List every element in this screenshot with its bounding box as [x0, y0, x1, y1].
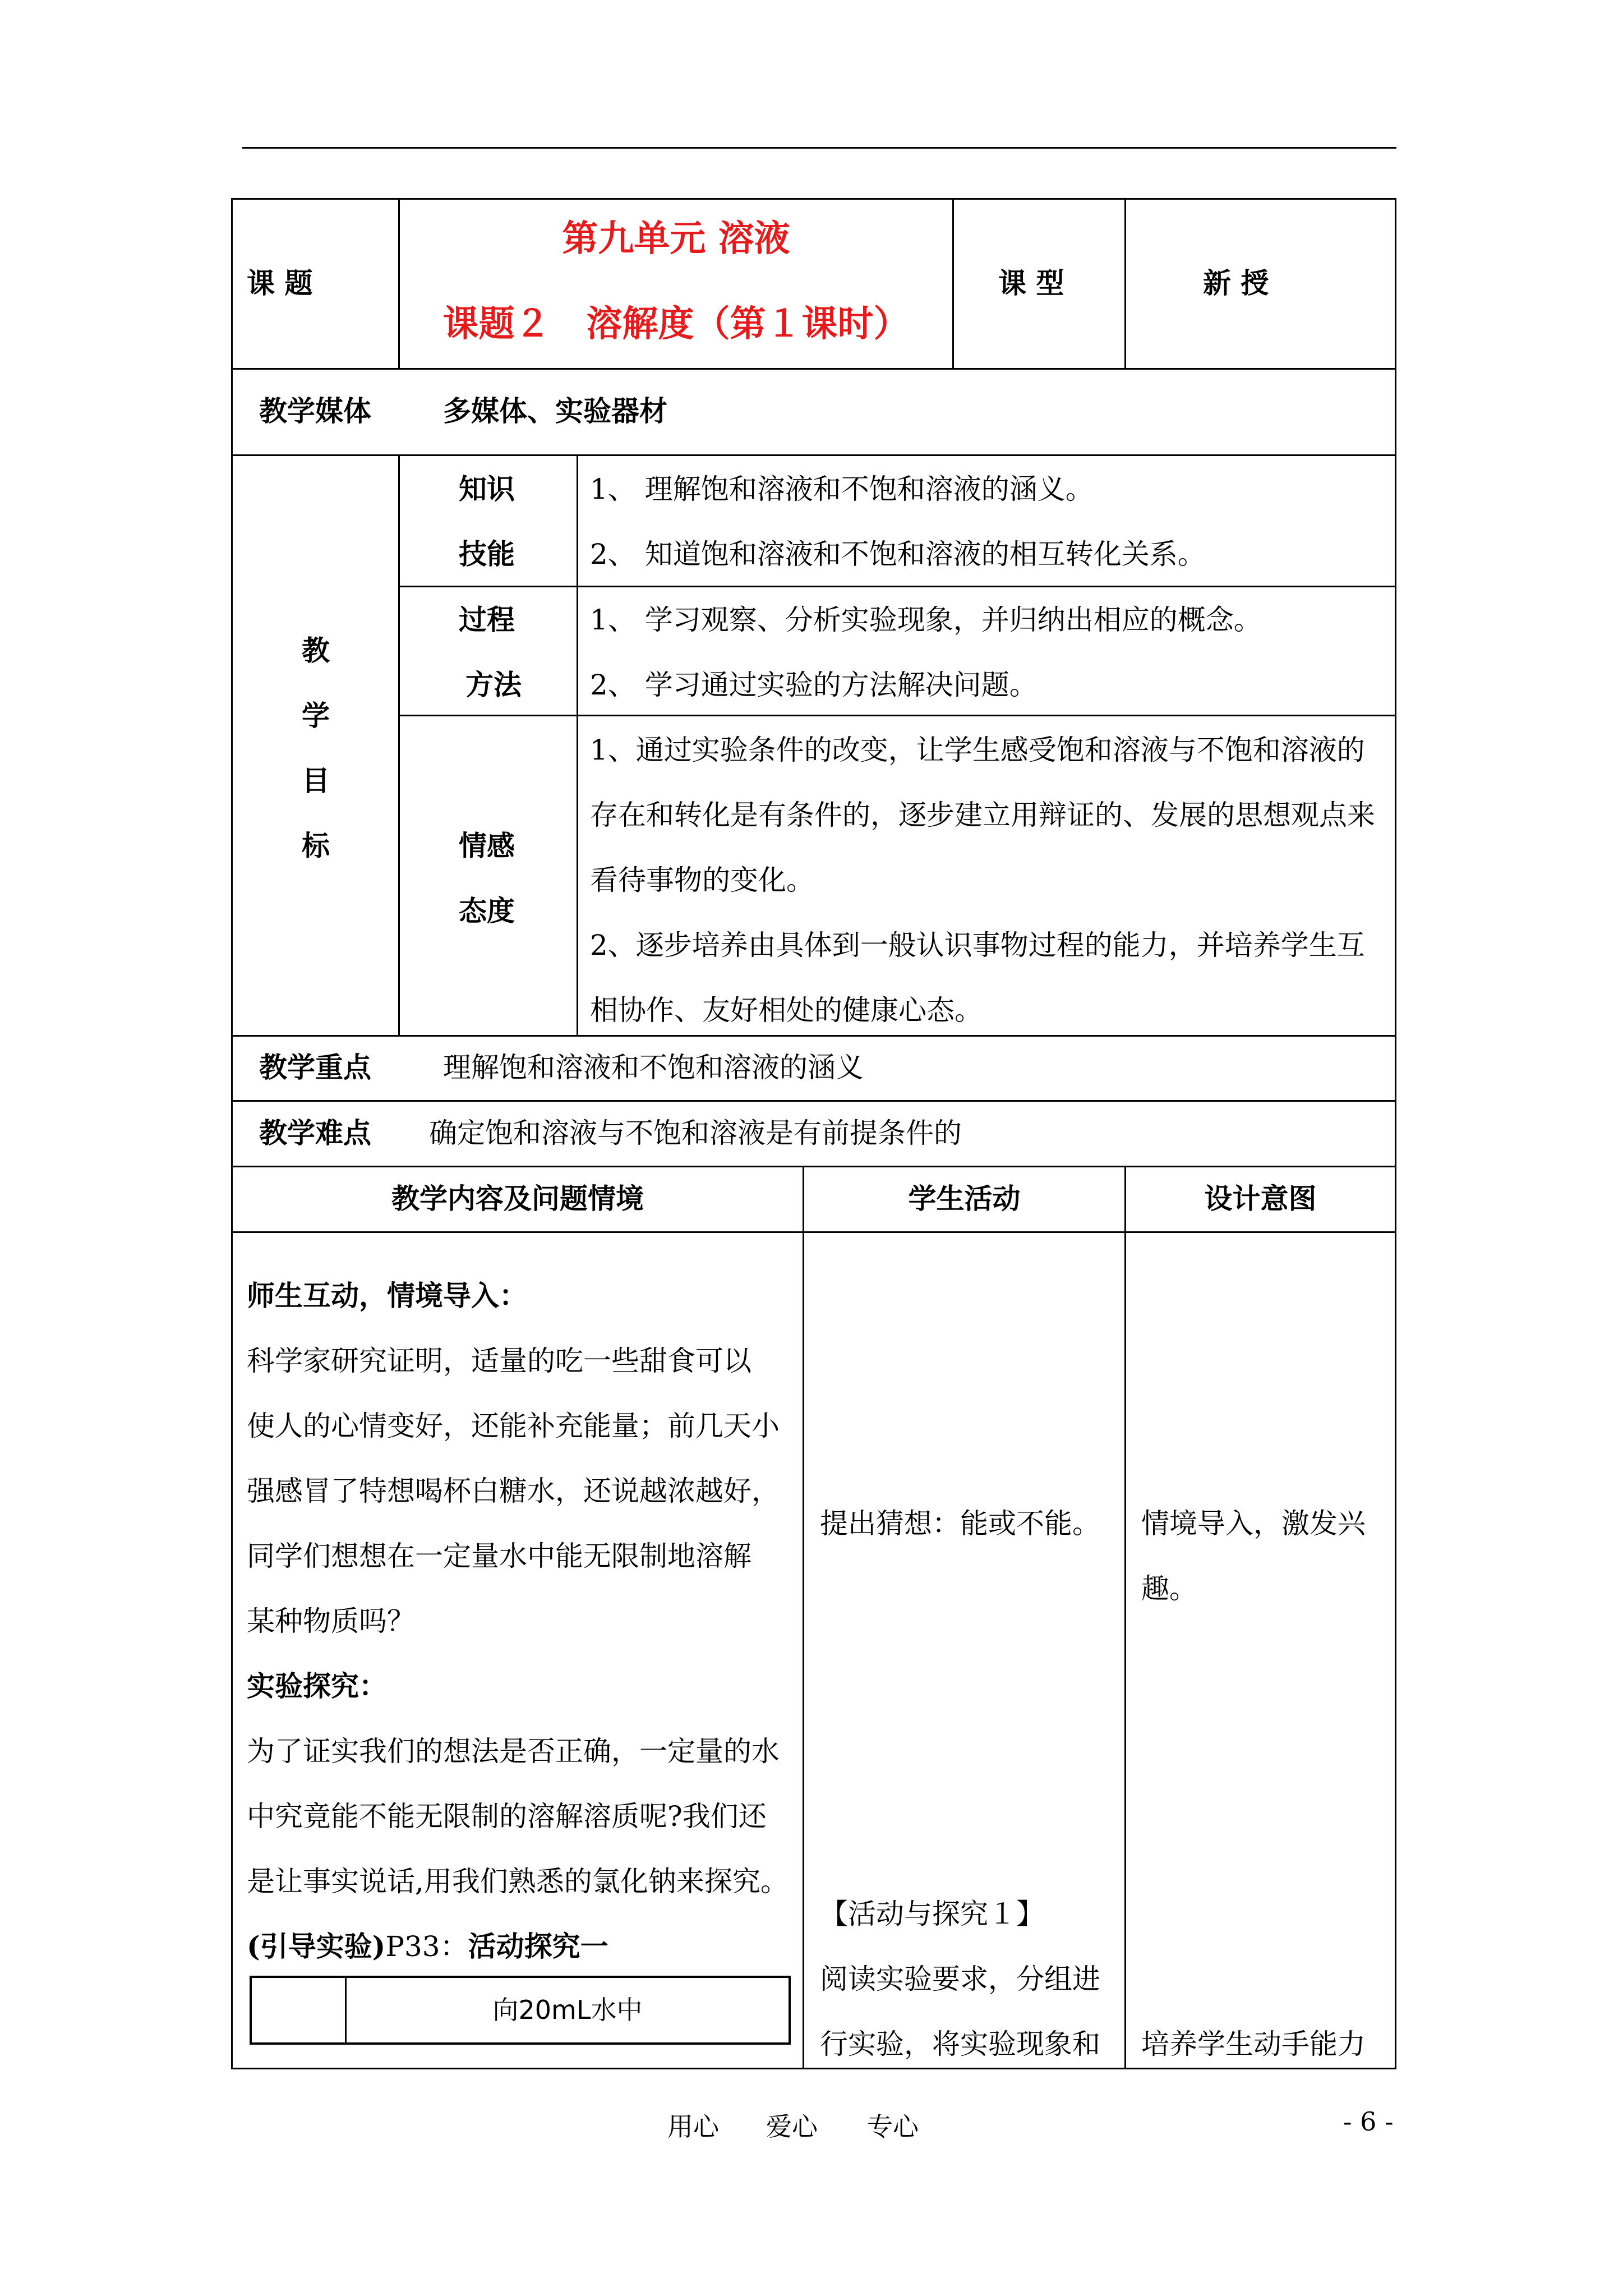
column-header-content: 教学内容及问题情境	[391, 1182, 644, 1215]
emotion-line-4: 2、逐步培养由具体到一般认识事物过程的能力，并培养学生互	[590, 929, 1365, 961]
footer-right: 专心	[867, 2111, 919, 2142]
objectives-label-1: 教	[302, 634, 330, 667]
difficulty-value: 确定饱和溶液与不饱和溶液是有前提条件的	[429, 1117, 962, 1149]
knowledge-label-1: 知识	[459, 472, 515, 505]
content-heading-experiment: 实验探究：	[247, 1669, 387, 1703]
emotion-label-1: 情感	[459, 829, 515, 862]
process-label-1: 过程	[459, 603, 515, 636]
activity-explore-line-2: 行实验，将实验现象和	[820, 2028, 1100, 2060]
content-guide-line	[247, 1930, 608, 1963]
content-para2-line-1: 为了证实我们的想法是否正确，一定量的水	[247, 1735, 780, 1768]
objectives-label-4: 标	[302, 829, 330, 862]
process-line-1: 1、 学习观察、分析实验现象，并归纳出相应的概念。	[590, 604, 1262, 636]
knowledge-line-2: 2、 知道饱和溶液和不饱和溶液的相互转化关系。	[590, 538, 1206, 570]
content-heading-intro: 师生互动，情境导入：	[247, 1279, 527, 1312]
emotion-line-2: 存在和转化是有条件的，逐步建立用辩证的、发展的思想观点来	[590, 799, 1375, 831]
objectives-label-2: 学	[302, 699, 330, 732]
column-header-intent: 设计意图	[1204, 1182, 1317, 1215]
intent-line-3: 培养学生动手能力	[1141, 2028, 1366, 2060]
content-para1-line-4: 同学们想想在一定量水中能无限制地溶解	[247, 1540, 751, 1572]
key-point-value: 理解饱和溶液和不饱和溶液的涵义	[443, 1051, 864, 1084]
content-para1-line-1: 科学家研究证明，适量的吃一些甜食可以	[247, 1345, 751, 1377]
content-para1-line-5: 某种物质吗？	[247, 1605, 415, 1637]
footer-left: 用心	[667, 2111, 719, 2142]
objectives-label-3: 目	[302, 764, 330, 797]
process-line-2: 2、 学习通过实验的方法解决问题。	[590, 669, 1038, 701]
emotion-label-2: 态度	[459, 894, 515, 927]
activity-explore-title: 【活动与探究１】	[820, 1898, 1044, 1930]
emotion-line-5: 相协作、友好相处的健康心态。	[590, 994, 983, 1027]
type-label: 课 型	[998, 266, 1064, 300]
content-para2-line-3: 是让事实说话,用我们熟悉的氯化钠来探究。	[247, 1865, 789, 1898]
intent-line-2: 趣。	[1141, 1572, 1197, 1605]
page-number: - 6 -	[1343, 2106, 1394, 2137]
content-para1-line-3: 强感冒了特想喝杯白糖水，还说越浓越好，	[247, 1475, 780, 1507]
header-rule	[242, 147, 1396, 149]
topic-label: 课 题	[247, 266, 313, 300]
guide-label: (引导实验)	[247, 1930, 386, 1963]
lesson-title: 课题２ 溶解度（第１课时）	[442, 303, 910, 345]
media-label: 教学媒体	[259, 394, 371, 427]
guide-page: P33：	[385, 1930, 468, 1963]
emotion-line-1: 1、通过实验条件的改变，让学生感受饱和溶液与不饱和溶液的	[590, 734, 1365, 766]
activity-explore-line-1: 阅读实验要求，分组进	[820, 1963, 1100, 1995]
footer-mid: 爱心	[766, 2111, 818, 2142]
process-label-2: 方法	[465, 668, 522, 701]
knowledge-label-2: 技能	[459, 537, 515, 570]
knowledge-line-1: 1、 理解饱和溶液和不饱和溶液的涵义。	[590, 473, 1094, 505]
intent-line-1: 情境导入，激发兴	[1141, 1507, 1366, 1540]
content-para1-line-2: 使人的心情变好，还能补充能量；前几天小	[247, 1410, 780, 1442]
emotion-line-3: 看待事物的变化。	[590, 864, 814, 896]
activity-guess: 提出猜想：能或不能。	[820, 1507, 1100, 1540]
content-para2-line-2: 中究竟能不能无限制的溶解溶质呢?我们还	[247, 1800, 767, 1833]
unit-title: 第九单元 溶液	[562, 218, 790, 260]
key-point-label: 教学重点	[259, 1051, 371, 1084]
mini-table-cell: 向20mL水中	[492, 1995, 643, 2025]
difficulty-label: 教学难点	[259, 1116, 371, 1149]
guide-activity: 活动探究一	[468, 1930, 608, 1963]
media-value: 多媒体、实验器材	[443, 394, 667, 427]
type-value: 新 授	[1203, 266, 1269, 300]
column-header-activity: 学生活动	[908, 1182, 1021, 1215]
